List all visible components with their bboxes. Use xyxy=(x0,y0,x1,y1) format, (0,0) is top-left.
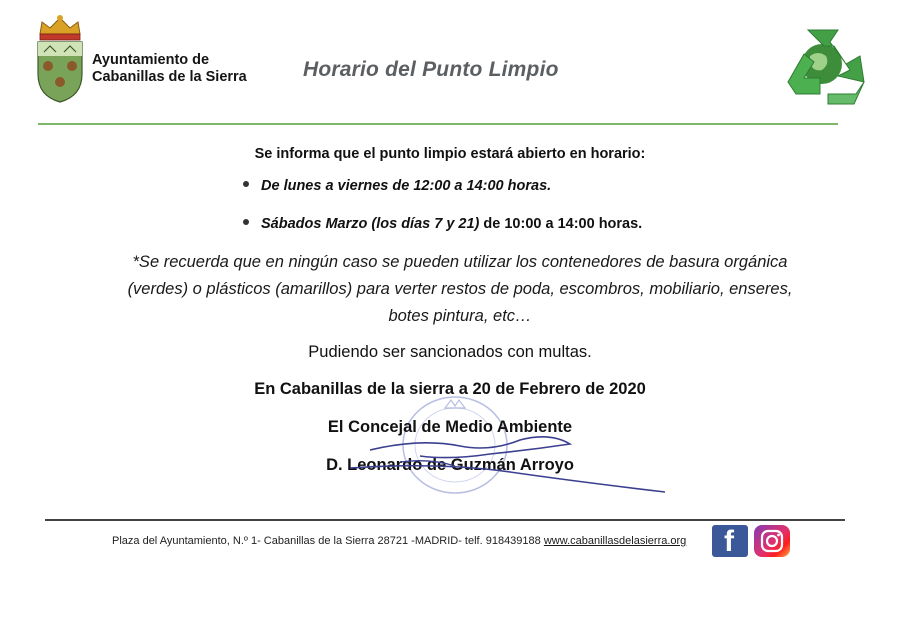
reminder-note xyxy=(100,249,820,330)
bullet-icon xyxy=(243,219,249,225)
recycle-globe-logo xyxy=(768,12,876,112)
website-link[interactable]: www.cabanillasdelasierra.org xyxy=(543,535,687,547)
footer-contact xyxy=(112,535,686,547)
coat-of-arms-logo xyxy=(32,12,88,104)
page-title: Horario del Punto Limpio xyxy=(303,58,559,81)
note-line-3: botes pintura, etc… xyxy=(388,307,532,325)
signer-name: D. Leonardo de Guzmán Arroyo xyxy=(326,456,574,474)
note-line-1: *Se recuerda que en ningún caso se pueden utilizar los contenedores de basura orgánica xyxy=(132,253,788,271)
weekday-hours: De lunes a viernes de 12:00 a 14:00 horas. xyxy=(261,178,552,194)
saturday-hours: de 10:00 a 14:00 horas. xyxy=(479,216,643,232)
instagram-icon[interactable] xyxy=(754,525,790,557)
facebook-icon[interactable]: f xyxy=(712,525,748,557)
org-line-1: Ayuntamiento de xyxy=(92,52,210,68)
signer-role: El Concejal de Medio Ambiente xyxy=(327,418,573,436)
org-line-2: Cabanillas de la Sierra xyxy=(92,69,247,85)
handwritten-signature xyxy=(330,410,670,500)
organization-name xyxy=(92,52,247,86)
footer-divider xyxy=(45,519,845,521)
signing-date: En Cabanillas de la sierra a 20 de Febrero de 2020 xyxy=(254,380,646,398)
sanction-warning: Pudiendo ser sancionados con multas. xyxy=(308,343,592,361)
saturday-dates: Sábados Marzo (los días 7 y 21) xyxy=(261,216,480,232)
intro-text: Se informa que el punto limpio estará abierto en horario: xyxy=(254,146,646,162)
footer-address: Plaza del Ayuntamiento, N.º 1- Cabanillas de la Sierra 28721 -MADRID- telf. 918439188 xyxy=(112,535,544,547)
header-divider xyxy=(38,123,838,125)
bullet-icon xyxy=(243,181,249,187)
schedule-bullet-saturdays xyxy=(243,216,642,232)
note-line-2: (verdes) o plásticos (amarillos) para verter restos de poda, escombros, mobiliario, enseres, xyxy=(127,280,793,298)
schedule-bullet-weekdays xyxy=(243,178,551,194)
